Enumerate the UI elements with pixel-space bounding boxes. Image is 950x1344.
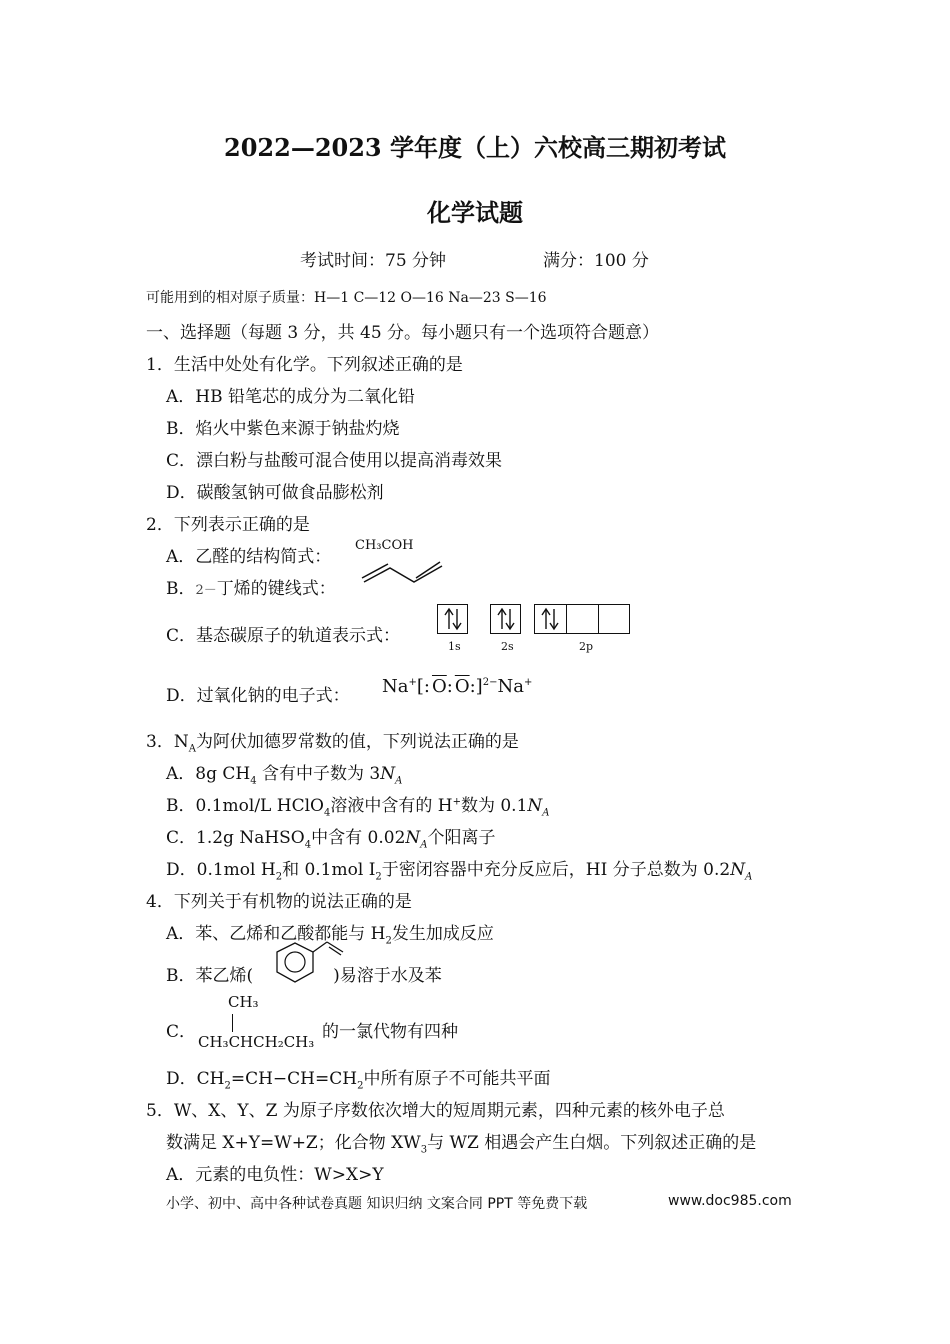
orbital-label-1s: 1s (448, 640, 461, 653)
text: 数为 0.1 (460, 796, 528, 816)
question-2-stem: 2．下列表示正确的是 (146, 515, 310, 535)
text: A．8g CH (166, 764, 251, 784)
text: 含有中子数为 3 (256, 764, 381, 784)
na-symbol: N (405, 828, 421, 848)
text: 与 WZ 相遇会产生白烟。下列叙述正确的是 (427, 1133, 757, 1153)
option-b-prefix: 2－ (195, 583, 217, 598)
section-heading: 一、选择题（每题 3 分，共 45 分。每小题只有一个选项符合题意） (146, 323, 660, 343)
question-1-option-a: A．HB 铅笔芯的成分为二氧化铅 (166, 387, 415, 407)
orbital-diagram (437, 604, 637, 656)
na-symbol: N (730, 860, 746, 880)
subscript: 2 (375, 871, 382, 883)
text: 于密闭容器中充分反应后，HI 分子总数为 0.2 (381, 860, 731, 880)
na-subscript: A (420, 839, 428, 851)
text: B．0.1mol/L HClO (166, 796, 324, 816)
question-1-option-c: C．漂白粉与盐酸可混合使用以提高消毒效果 (166, 451, 503, 471)
subscript: 4 (323, 807, 331, 819)
main-chain: CH₃CHCH₂CH₃ (198, 1033, 315, 1051)
subscript: 3 (420, 1144, 428, 1156)
orbital-2p-box (534, 604, 630, 634)
subscript: 4 (304, 839, 312, 851)
question-2-option-c: C．基态碳原子的轨道表示式： (166, 626, 401, 646)
question-3-stem (146, 727, 519, 754)
subscript: 2 (385, 935, 392, 947)
sodium-symbol: Na (497, 676, 524, 697)
atomic-masses: 可能用到的相对原子质量：H—1 C—12 O—16 Na—23 S—16 (146, 290, 547, 306)
text: A．苯、乙烯和乙酸都能与 H (166, 924, 386, 944)
question-3-option-d (166, 855, 752, 882)
exam-title: 2022—2023 学年度（上）六校高三期初考试 (224, 133, 726, 162)
sodium-charge: + (408, 677, 417, 688)
text: 溶液中含有的 H (330, 796, 453, 816)
question-2-option-b (166, 574, 336, 599)
orbital-label-2s: 2s (501, 640, 514, 653)
text: 个阳离子 (427, 828, 496, 848)
exam-subtitle: 化学试题 (427, 198, 523, 227)
option-b-text: 丁烯的键线式： (216, 579, 336, 599)
subscript: 2 (357, 1080, 364, 1092)
oxygen-symbol: $\overline{O}$ (454, 676, 470, 697)
text: 数满足 X+Y=W+Z；化合物 XW (166, 1133, 421, 1153)
text: 和 0.1mol I (282, 860, 376, 880)
question-1-option-d: D．碳酸氢钠可做食品膨松剂 (166, 483, 384, 503)
text: D．0.1mol H (166, 860, 276, 880)
na-symbol: N (173, 732, 189, 752)
text: B．苯乙烯( (166, 966, 254, 986)
methyl-group: CH₃ (228, 993, 259, 1011)
butene-skeletal-icon (360, 560, 450, 586)
subscript: 2 (224, 1080, 231, 1092)
question-2-option-a (166, 542, 331, 567)
oxygen-symbol: $\overline{O}$ (431, 676, 447, 697)
footer-site-link[interactable]: www.doc985.com (668, 1193, 792, 1209)
exam-time: 考试时间：75 分钟 (300, 251, 447, 271)
na-subscript: A (542, 807, 550, 819)
option-b-label: B． (166, 579, 196, 599)
footer-ad: 小学、初中、高中各种试卷真题 知识归纳 文案合同 PPT 等免费下载 (166, 1196, 588, 1212)
question-2-option-d: D．过氧化钠的电子式： (166, 686, 350, 706)
sodium-symbol: Na (382, 676, 409, 697)
text: 中含有 0.02 (311, 828, 406, 848)
na-subscript: A (188, 743, 196, 755)
sodium-charge: + (523, 677, 533, 688)
question-5-line-1: 5．W、X、Y、Z 为原子序数依次增大的短周期元素，四种元素的核外电子总 (146, 1101, 725, 1121)
paired-arrows-icon (535, 605, 565, 633)
peroxide-charge: 2− (482, 677, 498, 688)
peroxide-electron-formula: $Na^+[:\overline{O}:\overline{O}:]^{2-}Na^+$ (382, 676, 533, 697)
superscript: + (452, 796, 461, 808)
question-3-option-b (166, 791, 550, 818)
option-a-label: A．乙醛的结构简式： (166, 547, 332, 567)
text: D．CH (166, 1069, 225, 1089)
styrene-structure-icon (255, 940, 345, 994)
text: =CH−CH=CH (230, 1069, 358, 1089)
na-symbol: N (380, 764, 396, 784)
question-4-option-d (166, 1064, 550, 1091)
branch-bond (232, 1014, 233, 1032)
question-3-option-a (166, 759, 402, 786)
na-subscript: A (395, 775, 403, 787)
question-5-option-a: A．元素的电负性：W>X>Y (166, 1165, 384, 1185)
subscript: 2 (275, 871, 283, 883)
stem-text: 为阿伏加德罗常数的值，下列说法正确的是 (195, 732, 519, 752)
na-subscript: A (745, 871, 753, 883)
paired-arrows-icon (438, 605, 467, 633)
text: )易溶于水及苯 (333, 966, 442, 986)
orbital-label-2p: 2p (579, 640, 594, 653)
subscript: 4 (250, 775, 257, 787)
question-number: 3． (146, 732, 174, 752)
orbital-2s-box (490, 604, 521, 634)
question-4-option-c-text: 的一氯代物有四种 (322, 1022, 458, 1042)
text: C．1.2g NaHSO (166, 828, 305, 848)
full-score: 满分：100 分 (543, 251, 649, 271)
question-1-option-b: B．焰火中紫色来源于钠盐灼烧 (166, 419, 400, 439)
paired-arrows-icon (491, 605, 520, 633)
question-3-option-c (166, 823, 496, 850)
question-5-line-2 (166, 1128, 756, 1155)
question-4-stem: 4．下列关于有机物的说法正确的是 (146, 892, 412, 912)
acetaldehyde-formula: CH₃COH (355, 538, 414, 553)
orbital-1s-box (437, 604, 468, 634)
question-1-stem: 1．生活中处处有化学。下列叙述正确的是 (146, 355, 463, 375)
text: 发生加成反应 (391, 924, 494, 944)
text: 中所有原子不可能共平面 (363, 1069, 551, 1089)
question-4-option-c-label: C． (166, 1022, 197, 1042)
na-symbol: N (527, 796, 543, 816)
